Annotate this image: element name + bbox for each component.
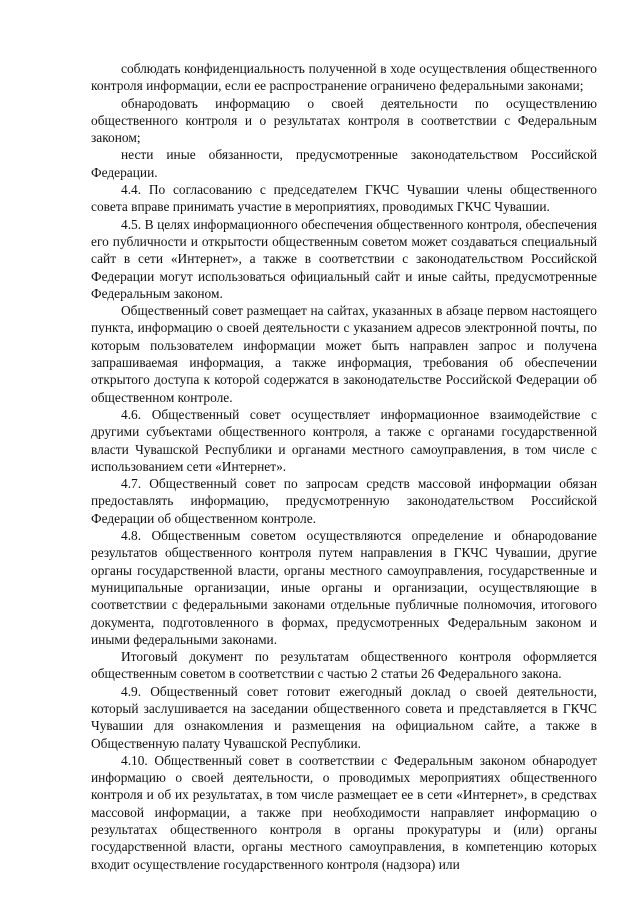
paragraph-4-4: 4.4. По согласованию с председателем ГКЧС Чувашии члены общественного совета вправе принимать участие в мероприятиях, проводимых ГКЧС Чувашии.: [91, 182, 597, 215]
paragraph-4-8-final-document: Итоговый документ по результатам общественного контроля оформляется общественным советом в соответствии с частью 2 статьи 26 Федерального закона.: [91, 649, 597, 682]
paragraph-obligation-confidentiality: соблюдать конфиденциальность полученной в ходе осуществления общественного контроля информации, если ее распространение ограничено федеральными законами;: [91, 61, 597, 94]
paragraph-4-5: 4.5. В целях информационного обеспечения общественного контроля, обеспечения его публичности и открытости общественным советом может создаваться специальный сайт в сети «Интернет», а также в соответствии с законодательством Российской Федерации могут использоваться официальный сайт и иные сайты, предусмотренные Федеральным законом.: [91, 216, 597, 301]
document-page: [91, 60, 597, 873]
paragraph-4-6: 4.6. Общественный совет осуществляет информационное взаимодействие с другими субъектами общественного контроля, а также с органами государственной власти Чувашской Республики и органами местного самоуправления, в том числе с использованием сети «Интернет».: [91, 406, 597, 474]
paragraph-4-7: 4.7. Общественный совет по запросам средств массовой информации обязан предоставлять информацию, предусмотренную законодательством Российской Федерации об общественном контроле.: [91, 476, 597, 526]
paragraph-obligation-other: нести иные обязанности, предусмотренные законодательством Российской Федерации.: [91, 147, 597, 180]
paragraph-4-9: 4.9. Общественный совет готовит ежегодный доклад о своей деятельности, который заслушивается на заседании общественного совета и представляется в ГКЧС Чувашии для ознакомления и размещения на официальном сайте, а также в Общественную палату Чувашской Республики.: [91, 683, 597, 751]
paragraph-obligation-publish: обнародовать информацию о своей деятельности по осуществлению общественного контроля и о результатах контроля в соответствии с Федеральным законом;: [91, 95, 597, 146]
paragraph-4-10: 4.10. Общественный совет в соответствии с Федеральным законом обнародует информацию о своей деятельности, о проводимых мероприятиях общественного контроля и об их результатах, в том числе размещает ее в сети «Интернет», в средствах массовой информации, а также при необходимости направляет информацию о результатах общественного контроля в органы прокуратуры и (или) органы государственной власти, органы местного самоуправления, в компетенцию которых входит осуществление государственного контроля (надзора) или: [91, 752, 597, 872]
paragraph-4-8: 4.8. Общественным советом осуществляются определение и обнародование результатов общественного контроля путем направления в ГКЧС Чувашии, другие органы государственной власти, органы местного самоуправления, государственные и муниципальные организации, иные органы и организации, осуществляющие в соответствии с федеральными законами отдельные публичные полномочия, итогового документа, подготовленного в формах, предусмотренных Федеральным законом и иными федеральными законами.: [91, 528, 597, 647]
paragraph-4-5-website: Общественный совет размещает на сайтах, указанных в абзаце первом настоящего пункта, информацию о своей деятельности с указанием адресов электронной почты, по которым пользователем информации может быть направлен запрос и получена запрашиваемая информация, а также информация, требования об обеспечении открытого доступа к которой содержатся в законодательстве Российской Федерации об общественном контроле.: [91, 303, 597, 405]
